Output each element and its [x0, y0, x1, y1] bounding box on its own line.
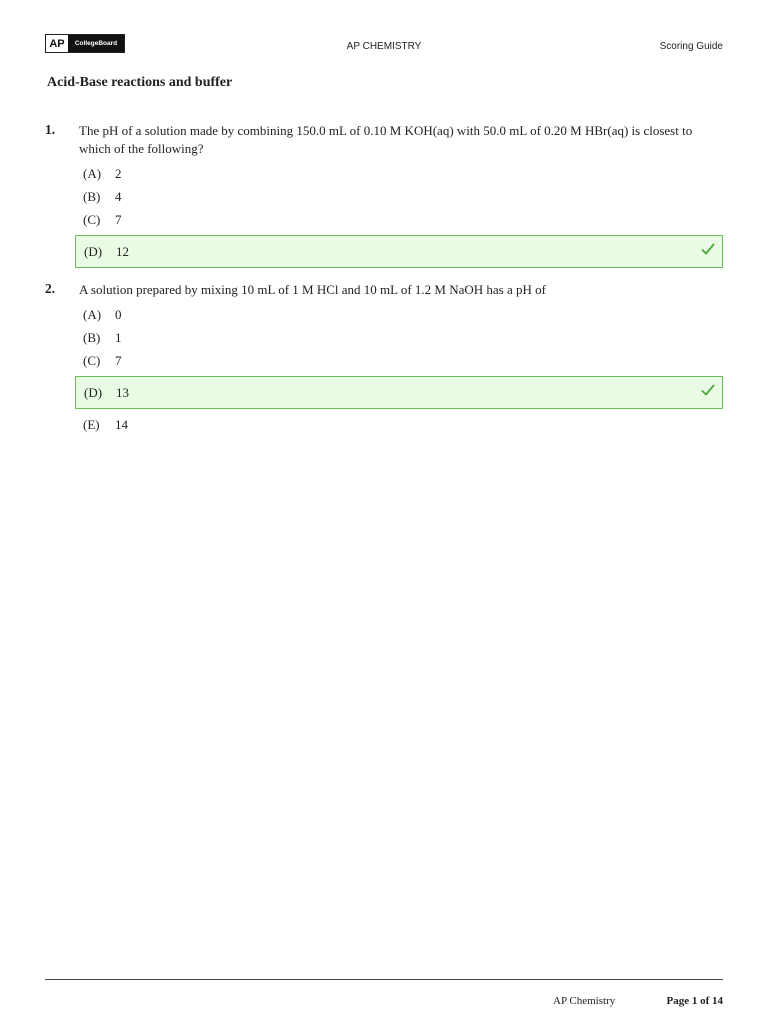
- question-number: 2.: [45, 281, 56, 296]
- choice-letter: (B): [83, 189, 101, 204]
- question-text: The pH of a solution made by combining 150.0 mL of 0.10 M KOH(aq) with 50.0 mL of 0.20 M HBr(aq) is closest to which of the following?: [79, 123, 693, 156]
- answer-choices: [45, 162, 723, 268]
- choice-a[interactable]: [83, 162, 723, 185]
- choice-value: 12: [116, 244, 129, 259]
- question-text: A solution prepared by mixing 10 mL of 1 M HCl and 10 mL of 1.2 M NaOH has a pH of: [79, 282, 546, 297]
- header-title: AP CHEMISTRY: [346, 41, 422, 52]
- choice-letter: (C): [83, 353, 101, 368]
- choice-c[interactable]: [83, 208, 723, 231]
- choice-letter: (A): [83, 307, 102, 322]
- footer-course: AP Chemistry: [553, 995, 616, 1007]
- question-number: 1.: [45, 122, 56, 137]
- choice-d-correct[interactable]: [75, 376, 723, 409]
- choice-value: 2: [115, 166, 122, 181]
- choice-b[interactable]: [83, 326, 723, 349]
- page-header: [45, 34, 723, 56]
- choice-letter: (D): [84, 385, 103, 400]
- section-title: Acid-Base reactions and buffer: [47, 75, 233, 90]
- choice-letter: (B): [83, 330, 101, 345]
- question-2: [45, 281, 723, 436]
- checkmark-icon: [700, 382, 716, 398]
- logo-ap-text: AP: [46, 35, 68, 52]
- header-scoring-guide: Scoring Guide: [659, 41, 723, 52]
- choice-e[interactable]: [83, 413, 723, 436]
- choice-value: 7: [115, 212, 122, 227]
- logo-collegeboard-text: CollegeBoard: [68, 35, 124, 52]
- choice-value: 7: [115, 353, 122, 368]
- choice-value: 4: [115, 189, 122, 204]
- footer-page-number: Page 1 of 14: [666, 995, 723, 1007]
- choice-c[interactable]: [83, 349, 723, 372]
- checkmark-icon: [700, 241, 716, 257]
- question-1: [45, 122, 723, 272]
- choice-letter: (D): [84, 244, 103, 259]
- choice-value: 1: [115, 330, 122, 345]
- choice-value: 13: [116, 385, 129, 400]
- choice-letter: (C): [83, 212, 101, 227]
- choice-a[interactable]: [83, 303, 723, 326]
- choice-b[interactable]: [83, 185, 723, 208]
- choice-value: 0: [115, 307, 122, 322]
- choice-value: 14: [115, 417, 128, 432]
- choice-letter: (A): [83, 166, 102, 181]
- choice-d-correct[interactable]: [75, 235, 723, 268]
- answer-choices: [45, 303, 723, 436]
- footer-divider: [45, 979, 723, 980]
- choice-letter: (E): [83, 417, 100, 432]
